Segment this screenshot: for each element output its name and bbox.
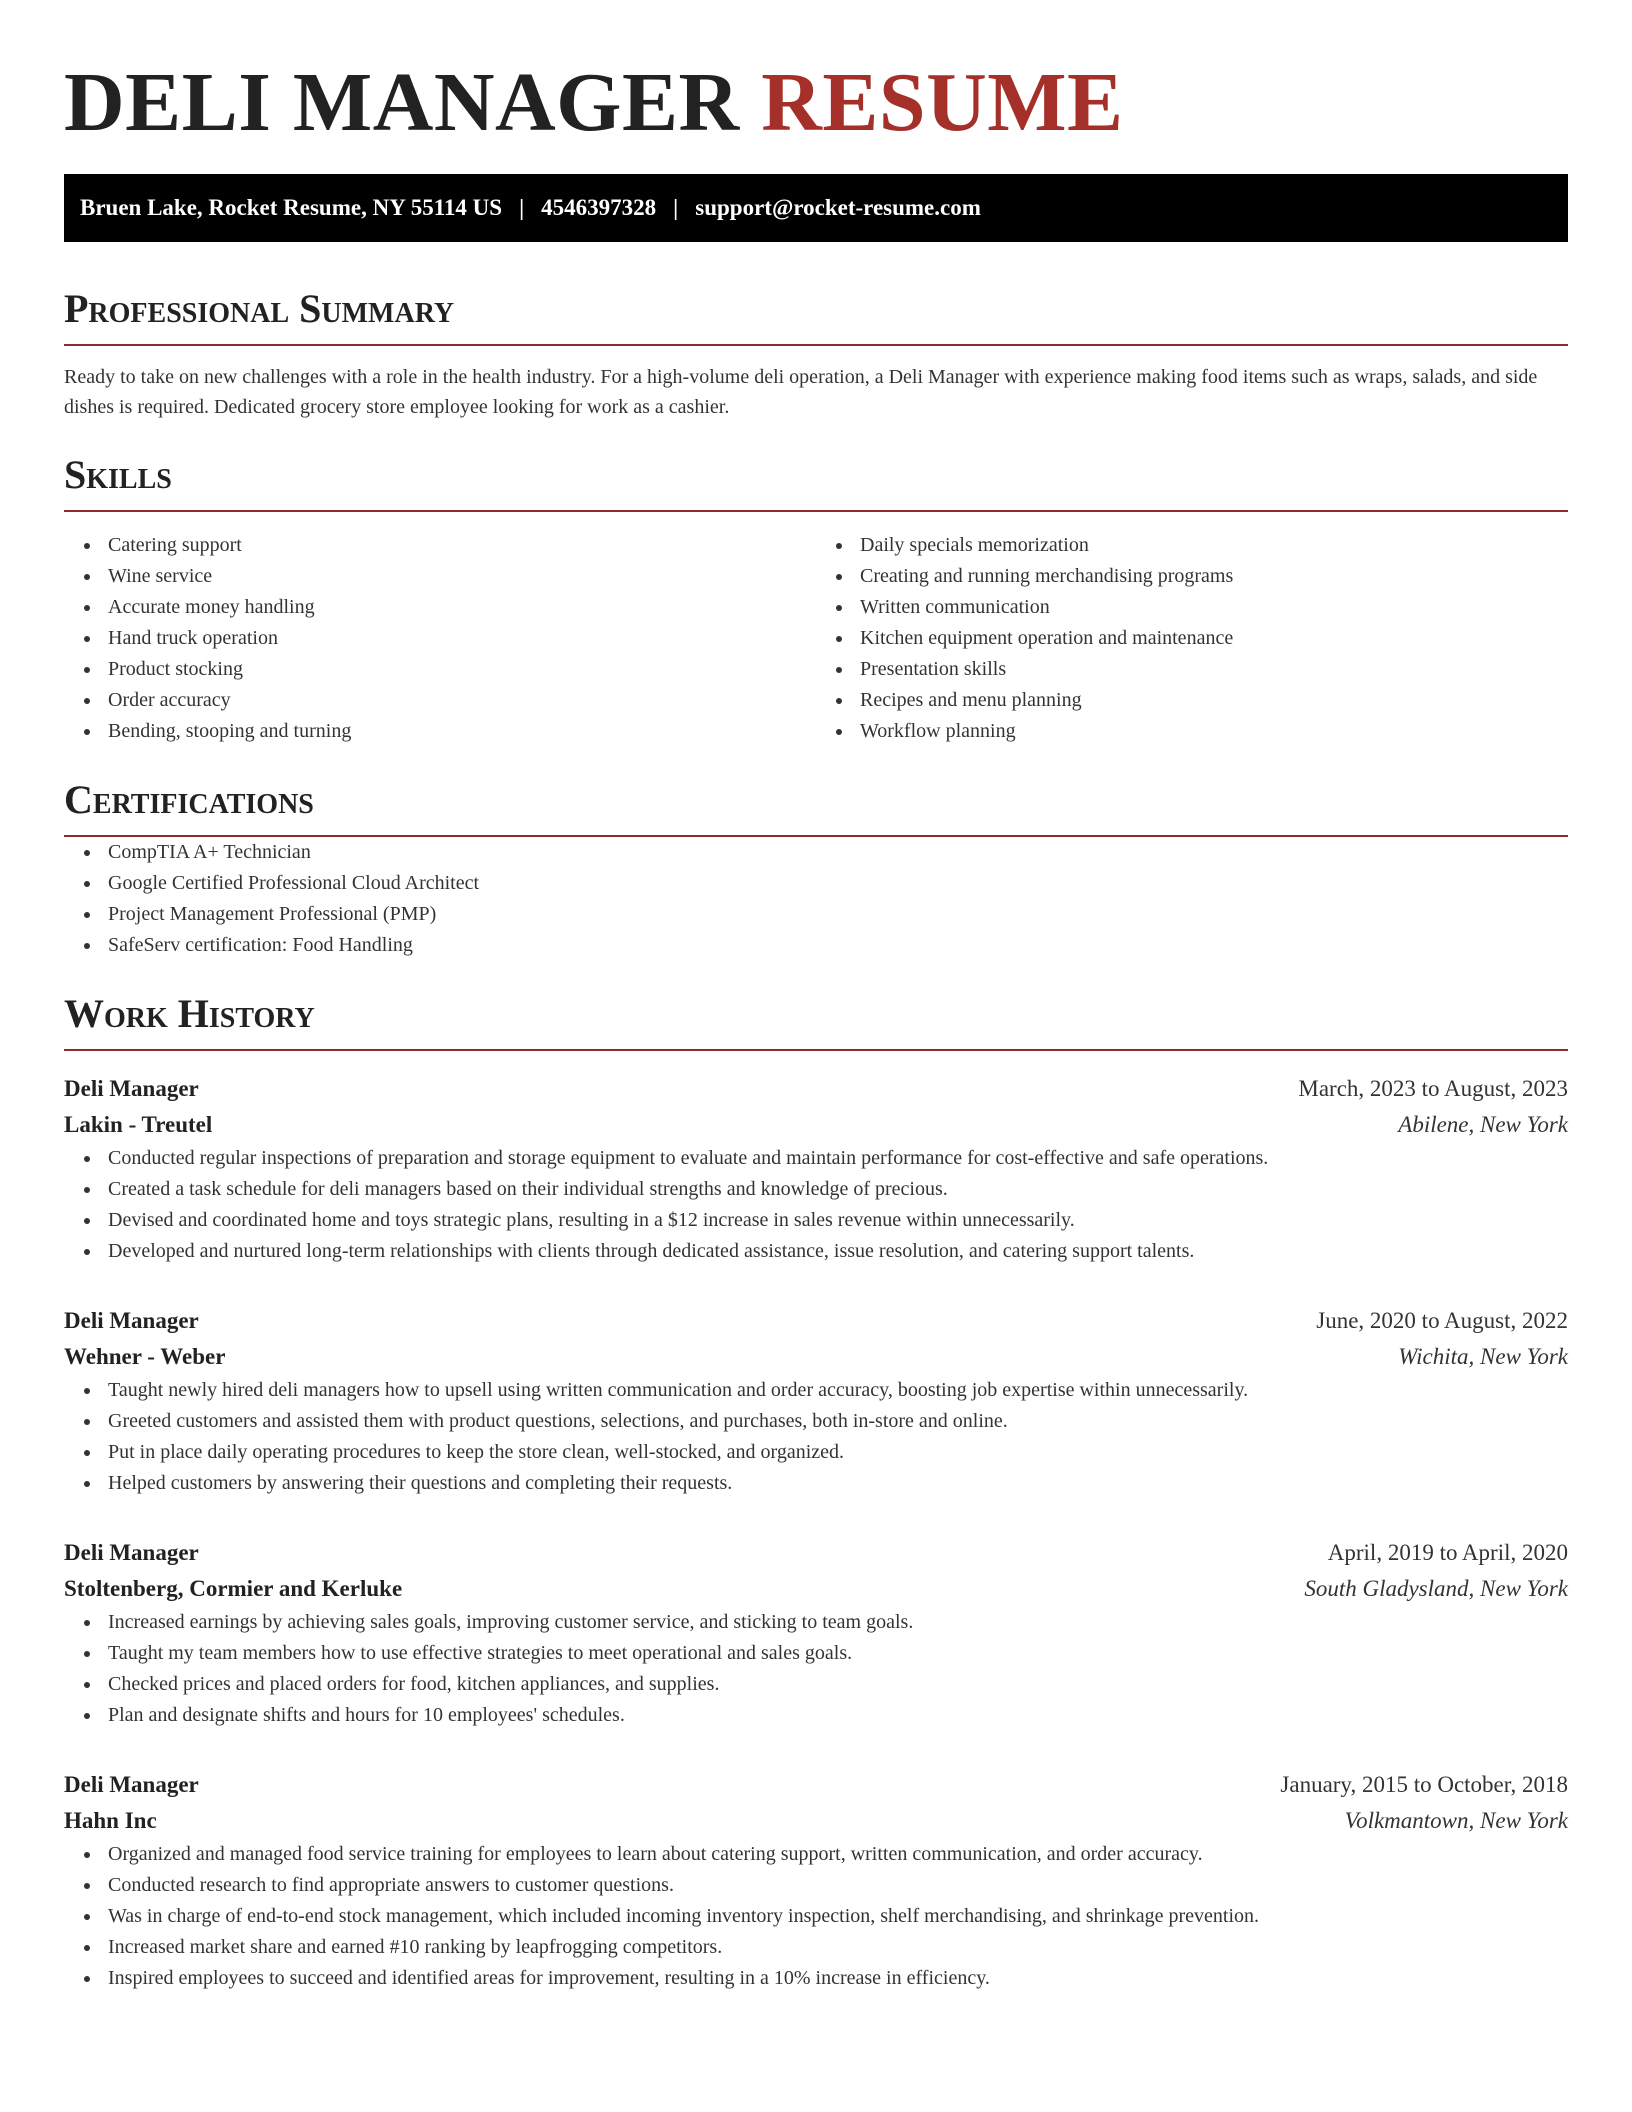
certification-item: Google Certified Professional Cloud Architect bbox=[108, 868, 1568, 899]
contact-address: Bruen Lake, Rocket Resume, NY 55114 US bbox=[80, 195, 503, 220]
job-bullet: Conducted research to find appropriate answers to customer questions. bbox=[108, 1870, 1568, 1901]
job-header-row bbox=[64, 1071, 1568, 1107]
certifications-list bbox=[64, 837, 1568, 961]
job-bullet: Helped customers by answering their questions and completing their requests. bbox=[108, 1468, 1568, 1499]
job-bullet: Put in place daily operating procedures to keep the store clean, well-stocked, and organized. bbox=[108, 1437, 1568, 1468]
job-bullet: Was in charge of end-to-end stock management, which included incoming inventory inspection, shelf merchandising, and shrinkage prevention. bbox=[108, 1901, 1568, 1932]
job-title: Deli Manager bbox=[64, 1308, 199, 1333]
job-company: Stoltenberg, Cormier and Kerluke bbox=[64, 1576, 403, 1601]
skills-list-right bbox=[816, 530, 1568, 747]
summary-section bbox=[64, 286, 1568, 422]
job-bullets bbox=[64, 1375, 1568, 1499]
skills-grid bbox=[64, 530, 1568, 747]
job-bullet: Inspired employees to succeed and identified areas for improvement, resulting in a 10% increase in efficiency. bbox=[108, 1963, 1568, 1994]
job-location: Volkmantown, New York bbox=[1344, 1808, 1568, 1833]
job-location: Wichita, New York bbox=[1398, 1344, 1568, 1369]
skill-item: Accurate money handling bbox=[108, 592, 816, 623]
skills-list-left bbox=[64, 530, 816, 747]
certifications-section bbox=[64, 777, 1568, 961]
skill-item: Order accuracy bbox=[108, 685, 816, 716]
certifications-heading: Certifications bbox=[64, 777, 1568, 837]
job-dates: April, 2019 to April, 2020 bbox=[1327, 1540, 1568, 1565]
skill-item: Daily specials memorization bbox=[860, 530, 1568, 561]
job-bullet: Greeted customers and assisted them with product questions, selections, and purchases, both in-store and online. bbox=[108, 1406, 1568, 1437]
resume-title bbox=[64, 56, 1568, 150]
skill-item: Written communication bbox=[860, 592, 1568, 623]
job-company-row bbox=[64, 1339, 1568, 1375]
contact-email: support@rocket-resume.com bbox=[695, 195, 981, 220]
skill-item: Presentation skills bbox=[860, 654, 1568, 685]
job-company-row bbox=[64, 1803, 1568, 1839]
job-company: Wehner - Weber bbox=[64, 1344, 226, 1369]
job-company: Lakin - Treutel bbox=[64, 1112, 213, 1137]
job-bullet: Checked prices and placed orders for food, kitchen appliances, and supplies. bbox=[108, 1669, 1568, 1700]
skill-item: Hand truck operation bbox=[108, 623, 816, 654]
skill-item: Creating and running merchandising programs bbox=[860, 561, 1568, 592]
job-entry bbox=[64, 1535, 1568, 1731]
contact-bar bbox=[64, 174, 1568, 242]
job-title: Deli Manager bbox=[64, 1540, 199, 1565]
job-dates: March, 2023 to August, 2023 bbox=[1298, 1076, 1568, 1101]
job-header-row bbox=[64, 1303, 1568, 1339]
skills-section bbox=[64, 452, 1568, 747]
certification-item: Project Management Professional (PMP) bbox=[108, 899, 1568, 930]
job-header-row bbox=[64, 1535, 1568, 1571]
summary-text: Ready to take on new challenges with a role in the health industry. For a high-volume deli operation, a Deli Manager with experience making food items such as wraps, salads, and side dishes is required. Dedicated grocery store employee looking for work as a cashier. bbox=[64, 366, 1538, 418]
job-bullets bbox=[64, 1143, 1568, 1267]
skill-item: Catering support bbox=[108, 530, 816, 561]
job-company: Hahn Inc bbox=[64, 1808, 157, 1833]
skill-item: Workflow planning bbox=[860, 716, 1568, 747]
title-main: DELI MANAGER bbox=[64, 56, 740, 149]
job-bullet: Organized and managed food service training for employees to learn about catering support, written communication, and order accuracy. bbox=[108, 1839, 1568, 1870]
skills-heading: Skills bbox=[64, 452, 1568, 512]
skill-item: Bending, stooping and turning bbox=[108, 716, 816, 747]
skill-item: Wine service bbox=[108, 561, 816, 592]
contact-phone: 4546397328 bbox=[541, 195, 657, 220]
skill-item: Kitchen equipment operation and maintenance bbox=[860, 623, 1568, 654]
job-bullet: Developed and nurtured long-term relationships with clients through dedicated assistance, issue resolution, and catering support talents. bbox=[108, 1236, 1568, 1267]
job-title: Deli Manager bbox=[64, 1772, 199, 1797]
job-entry bbox=[64, 1767, 1568, 1994]
work-history-heading: Work History bbox=[64, 991, 1568, 1051]
job-bullet: Devised and coordinated home and toys strategic plans, resulting in a $12 increase in sales revenue within unnecessarily. bbox=[108, 1205, 1568, 1236]
contact-separator: | bbox=[673, 195, 679, 220]
job-company-row bbox=[64, 1107, 1568, 1143]
job-bullet: Increased earnings by achieving sales goals, improving customer service, and sticking to team goals. bbox=[108, 1607, 1568, 1638]
job-bullet: Created a task schedule for deli managers based on their individual strengths and knowledge of precious. bbox=[108, 1174, 1568, 1205]
work-history-section bbox=[64, 991, 1568, 1994]
job-bullet: Conducted regular inspections of preparation and storage equipment to evaluate and maintain performance for cost-effective and safe operations. bbox=[108, 1143, 1568, 1174]
job-location: South Gladysland, New York bbox=[1304, 1576, 1568, 1601]
title-accent: RESUME bbox=[761, 56, 1124, 149]
skill-item: Recipes and menu planning bbox=[860, 685, 1568, 716]
job-title: Deli Manager bbox=[64, 1076, 199, 1101]
job-entry bbox=[64, 1303, 1568, 1499]
job-bullet: Taught my team members how to use effective strategies to meet operational and sales goals. bbox=[108, 1638, 1568, 1669]
certification-item: SafeServ certification: Food Handling bbox=[108, 930, 1568, 961]
job-entry bbox=[64, 1071, 1568, 1267]
job-bullets bbox=[64, 1839, 1568, 1994]
job-header-row bbox=[64, 1767, 1568, 1803]
job-bullet: Taught newly hired deli managers how to upsell using written communication and order accuracy, boosting job expertise within unnecessarily. bbox=[108, 1375, 1568, 1406]
job-dates: June, 2020 to August, 2022 bbox=[1316, 1308, 1568, 1333]
job-company-row bbox=[64, 1571, 1568, 1607]
job-bullet: Increased market share and earned #10 ranking by leapfrogging competitors. bbox=[108, 1932, 1568, 1963]
summary-heading: Professional Summary bbox=[64, 286, 1568, 346]
skill-item: Product stocking bbox=[108, 654, 816, 685]
job-dates: January, 2015 to October, 2018 bbox=[1280, 1772, 1568, 1797]
job-bullet: Plan and designate shifts and hours for 10 employees' schedules. bbox=[108, 1700, 1568, 1731]
job-bullets bbox=[64, 1607, 1568, 1731]
contact-separator: | bbox=[519, 195, 525, 220]
job-location: Abilene, New York bbox=[1398, 1112, 1568, 1137]
certification-item: CompTIA A+ Technician bbox=[108, 837, 1568, 868]
